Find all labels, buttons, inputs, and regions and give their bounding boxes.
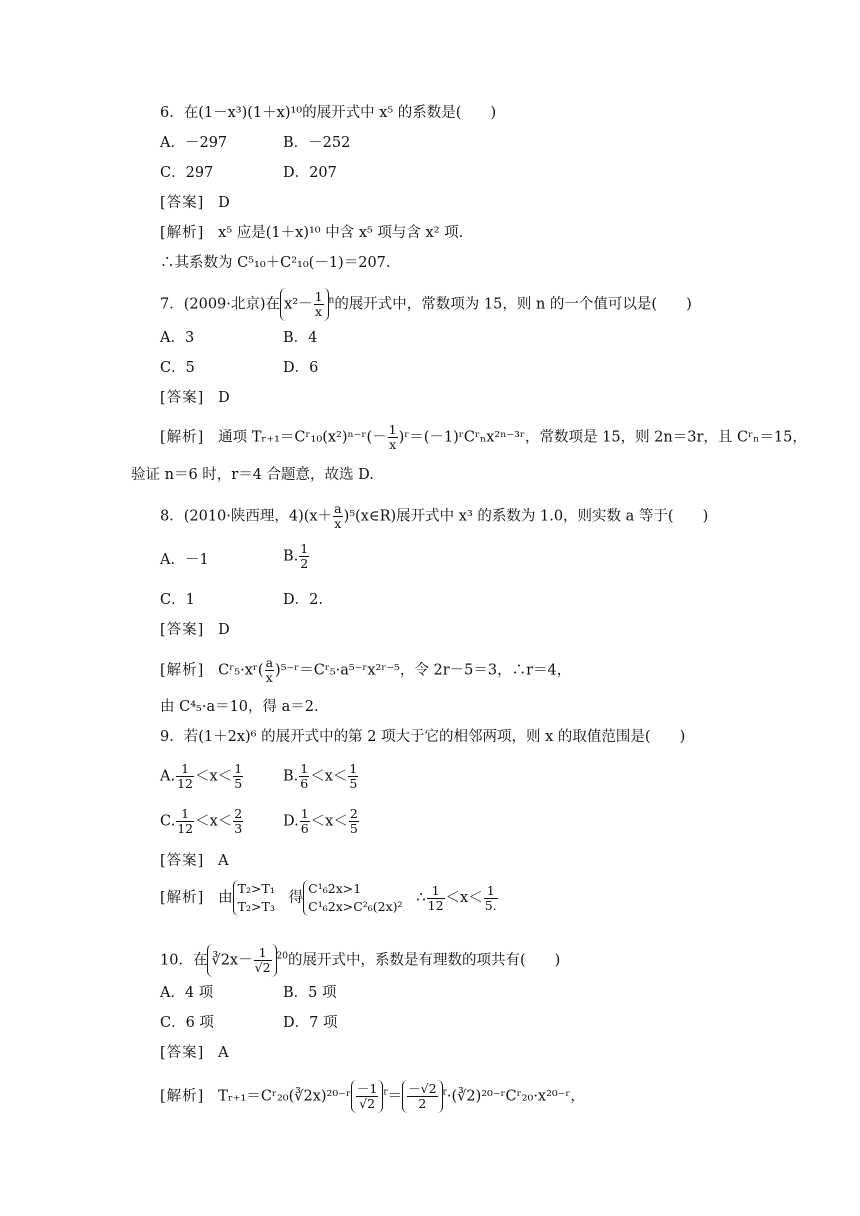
- condition-system: [233, 880, 275, 916]
- answer-value: D: [218, 390, 230, 406]
- q10-analysis: [160, 1080, 585, 1113]
- numerator: 1: [234, 761, 243, 776]
- q8-prefix: 8．(2010·陕西理，4)(x＋: [160, 508, 333, 525]
- analysis-text: x⁵ 应是(1＋x)¹⁰ 中含 x⁵ 项与含 x² 项.: [218, 225, 464, 241]
- analysis-paren-1: [351, 1080, 383, 1113]
- q8-option-a: A．－1: [160, 552, 209, 568]
- denominator: 2: [418, 1096, 427, 1111]
- q8-analysis-2: 由 C⁴₅·a＝10，得 a＝2.: [160, 699, 319, 715]
- numerator: 1: [176, 807, 194, 822]
- option-letter: B.: [283, 548, 299, 565]
- q9-option-c: [160, 807, 244, 836]
- q8-option-c: C．1: [160, 592, 195, 608]
- answer-label: [答案]: [160, 390, 205, 406]
- numerator: 1: [300, 806, 309, 821]
- q7-answer: [160, 388, 230, 408]
- option-fraction-1: [300, 807, 310, 836]
- analysis-fraction: [265, 656, 274, 685]
- analysis-label: [解析]: [160, 429, 205, 446]
- option-fraction: [299, 542, 309, 571]
- q7-stem: [160, 288, 692, 321]
- numerator: 1: [314, 289, 323, 304]
- q10-answer: [160, 1043, 229, 1063]
- numerator: a: [334, 501, 342, 516]
- denominator: 5: [349, 821, 358, 836]
- analysis-fraction: [388, 423, 398, 452]
- answer-value: D: [218, 195, 230, 211]
- analysis-label: [解析]: [160, 225, 205, 241]
- q9-answer: [160, 851, 229, 871]
- q9-option-d: [283, 807, 360, 836]
- q8-suffix: )⁵(x∈R)展开式中 x³ 的系数为 1.0，则实数 a 等于( ): [343, 508, 709, 525]
- analysis-label: [解析]: [160, 1088, 205, 1105]
- option-fraction-1: [176, 807, 194, 836]
- denominator: √2: [359, 1096, 376, 1111]
- denominator: x: [389, 437, 397, 452]
- numerator: 1: [388, 422, 397, 437]
- q10-paren-expression: [207, 944, 276, 977]
- exponent-2: r: [442, 1087, 447, 1098]
- answer-value: A: [218, 1045, 229, 1061]
- q7-option-d: D．6: [283, 360, 319, 376]
- analysis-text: Tᵣ₊₁＝Cʳ₂₀(∛2x)²⁰⁻ʳ: [218, 1088, 351, 1105]
- answer-label: [答案]: [160, 622, 205, 638]
- analysis-fraction-2: [407, 1082, 437, 1111]
- option-fraction-1: [176, 762, 194, 791]
- q9-option-b: [283, 762, 359, 791]
- q6-answer: [160, 193, 230, 213]
- analysis-by: 由: [218, 890, 233, 906]
- analysis-text-tail: )⁵⁻ʳ＝Cʳ₅·a⁵⁻ʳx²ʳ⁻⁵，令 2r－5＝3，∴r＝4，: [275, 662, 572, 679]
- numerator: 2: [349, 806, 358, 821]
- option-middle: ＜x＜: [195, 813, 233, 830]
- condition-1: T₂>T₁: [237, 881, 275, 896]
- numerator: 1: [300, 541, 309, 556]
- denominator: x: [265, 670, 273, 685]
- answer-label: [答案]: [160, 195, 205, 211]
- option-letter: B.: [283, 768, 299, 785]
- q7-analysis-1: [160, 423, 807, 452]
- numerator: －√2: [408, 1081, 437, 1096]
- answer-value: D: [218, 622, 230, 638]
- denominator: 5: [234, 776, 243, 791]
- option-middle: ＜x＜: [310, 813, 348, 830]
- q10-option-c: C．6 项: [160, 1015, 214, 1031]
- q9-option-a: [160, 762, 244, 791]
- denominator: x: [315, 304, 323, 319]
- analysis-fraction-1: [356, 1082, 378, 1111]
- q10-stem: [160, 944, 560, 977]
- q6-analysis-2: ∴其系数为 C⁵₁₀＋C²₁₀(－1)＝207.: [160, 255, 391, 271]
- q6-stem: 6．在(1－x³)(1＋x)¹⁰的展开式中 x⁵ 的系数是( ): [160, 105, 497, 121]
- q10-option-b: B．5 项: [283, 985, 337, 1001]
- q10-expr-root: ∛2x－: [211, 952, 253, 969]
- q9-stem: 9．若(1＋2x)⁶ 的展开式中的第 2 项大于它的相邻两项，则 x 的取值范围是( ): [160, 729, 686, 745]
- q6-option-b: B．－252: [283, 135, 351, 151]
- analysis-text: 通项 Tᵣ₊₁＝Cʳ₁₀(x²)ⁿ⁻ʳ(－: [218, 429, 387, 446]
- numerator: 2: [234, 806, 243, 821]
- denominator: 2: [300, 556, 309, 571]
- q7-exponent: n: [328, 295, 335, 306]
- denominator: 12: [177, 821, 194, 836]
- q7-analysis-2: 验证 n＝6 时，r＝4 合题意，故选 D.: [131, 467, 374, 483]
- q8-analysis-1: [160, 656, 571, 685]
- denominator: 6: [300, 776, 309, 791]
- numerator: 1: [300, 761, 309, 776]
- analysis-text-tail: )ʳ＝(－1)ʳCʳₙx²ⁿ⁻³ʳ，常数项是 15，则 2n＝3r，且 Cʳₙ＝15，: [398, 429, 807, 446]
- q7-option-a: A．3: [160, 330, 195, 346]
- q8-answer: [160, 620, 230, 640]
- numerator: 1: [254, 946, 272, 961]
- q6-option-d: D．207: [283, 165, 337, 181]
- q10-exponent: 20: [276, 951, 288, 962]
- answer-value: A: [218, 853, 229, 869]
- option-letter: D.: [283, 813, 299, 830]
- q7-suffix: 的展开式中，常数项为 15，则 n 的一个值可以是( ): [334, 296, 692, 313]
- denominator: x: [334, 516, 342, 531]
- analysis-get: 得: [288, 890, 304, 906]
- numerator: a: [265, 655, 274, 670]
- q6-analysis-1: [160, 223, 463, 243]
- exponent-1: r: [383, 1087, 388, 1098]
- result-middle: ＜x＜: [445, 890, 483, 906]
- q7-expr-x: x²－: [284, 296, 313, 313]
- analysis-label: [解析]: [160, 890, 205, 906]
- denominator: 6: [300, 821, 309, 836]
- q8-stem: [160, 502, 708, 531]
- denominator: 12: [177, 776, 193, 791]
- answer-label: [答案]: [160, 1045, 205, 1061]
- q7-option-c: C．5: [160, 360, 195, 376]
- inequality-2: C¹₆2x>C²₆(2x)²: [308, 899, 403, 914]
- q9-analysis: [160, 880, 499, 916]
- analysis-paren-2: [402, 1080, 442, 1113]
- option-fraction-2: [349, 807, 359, 836]
- q8-option-b: [283, 542, 310, 571]
- inequality-system: [303, 880, 402, 916]
- denominator: 5: [349, 776, 358, 791]
- denominator: 3: [234, 821, 243, 836]
- analysis-label: [解析]: [160, 662, 205, 679]
- q10-suffix: 的展开式中，系数是有理数的项共有( ): [287, 952, 561, 969]
- option-middle: ＜x＜: [310, 768, 348, 785]
- q10-fraction: [254, 946, 272, 975]
- q6-option-a: A．－297: [160, 135, 228, 151]
- q7-paren-expression: [280, 288, 328, 321]
- q8-fraction: [333, 502, 342, 531]
- equals-sign: ＝: [387, 1088, 403, 1105]
- option-middle: ＜x＜: [195, 768, 233, 785]
- result-fraction-1: [427, 884, 445, 913]
- q8-option-d: D．2.: [283, 592, 323, 608]
- denominator: 12: [427, 897, 444, 913]
- option-fraction-2: [233, 762, 243, 791]
- numerator: 1: [427, 884, 445, 899]
- option-fraction-2: [233, 807, 243, 836]
- option-fraction-2: [348, 762, 358, 791]
- result-fraction-2: [484, 884, 498, 913]
- denominator: 5.: [484, 897, 497, 913]
- analysis-text-tail: ·(∛2)²⁰⁻ʳCʳ₂₀·x²⁰⁻ʳ，: [446, 1088, 585, 1105]
- option-letter: A.: [160, 768, 176, 785]
- q10-option-a: A．4 项: [160, 985, 214, 1001]
- q6-option-c: C．297: [160, 165, 214, 181]
- condition-2: T₂>T₃: [237, 899, 275, 914]
- numerator: 1: [349, 761, 358, 776]
- q7-option-b: B．4: [283, 330, 318, 346]
- numerator: 1: [484, 884, 498, 899]
- inequality-1: C¹₆2x>1: [308, 881, 362, 896]
- option-fraction-1: [299, 762, 309, 791]
- q7-prefix: 7．(2009·北京)在: [160, 296, 281, 313]
- numerator: 1: [176, 762, 194, 777]
- denominator: √2: [254, 960, 271, 975]
- option-letter: C.: [160, 813, 176, 830]
- therefore-symbol: ∴: [416, 890, 426, 906]
- q10-option-d: D．7 项: [283, 1015, 338, 1031]
- numerator: －1: [356, 1081, 378, 1096]
- analysis-text: Cʳ₅·xʳ(: [218, 662, 264, 679]
- answer-label: [答案]: [160, 853, 205, 869]
- q10-prefix: 10．在: [160, 952, 208, 969]
- q7-fraction: [314, 290, 324, 319]
